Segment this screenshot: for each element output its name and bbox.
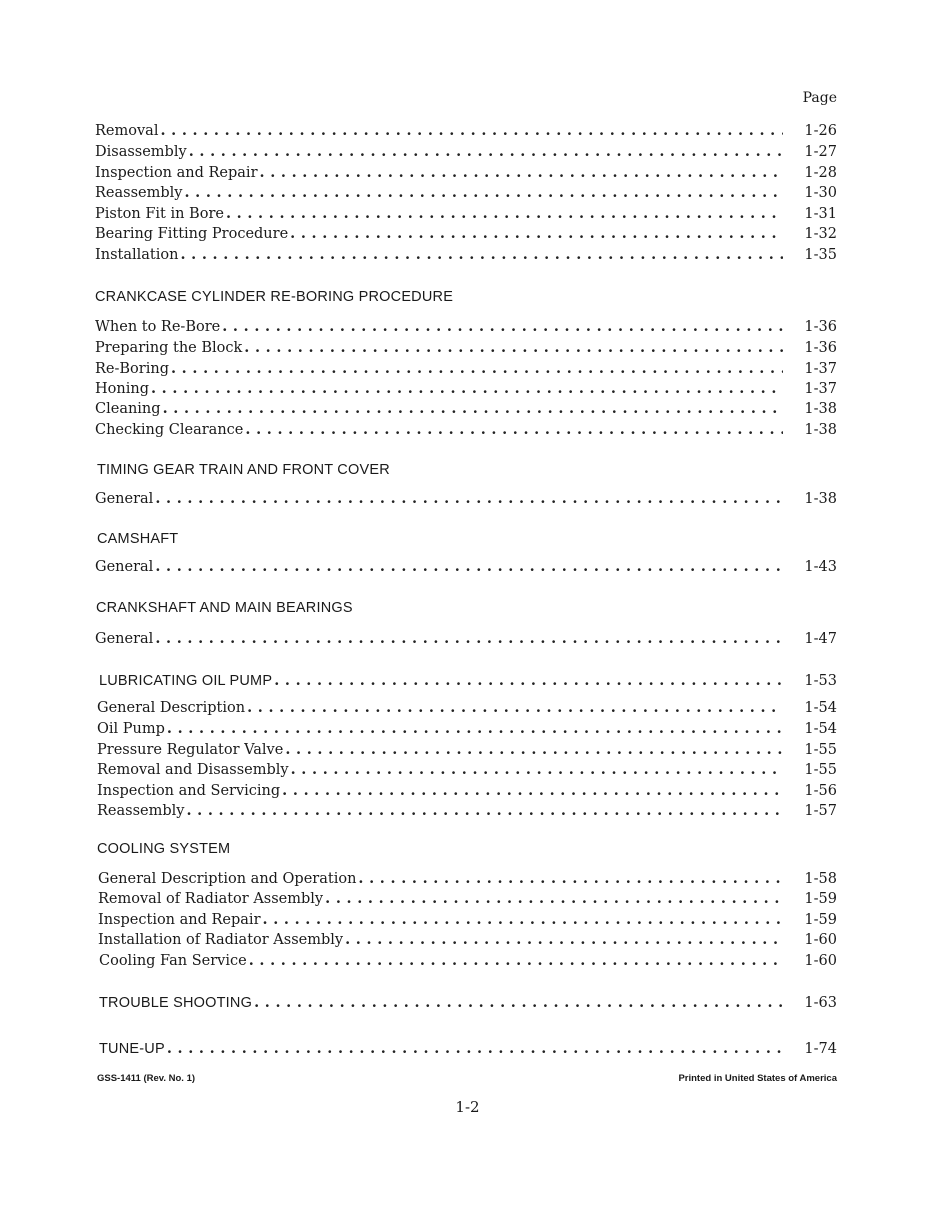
page-column-header: Page [802, 90, 837, 106]
dot-leader [285, 741, 783, 758]
toc-entry[interactable] [95, 205, 837, 225]
dot-leader [167, 1040, 783, 1057]
toc-entry[interactable] [95, 558, 837, 578]
toc-section-entry[interactable] [99, 994, 837, 1014]
dot-leader [345, 931, 783, 948]
entry-page: 1-30 [804, 185, 837, 201]
entry-page: 1-47 [804, 631, 837, 647]
entry-label: Bearing Fitting Procedure [95, 226, 289, 242]
dot-leader [160, 122, 783, 139]
entry-label: Re-Boring [95, 361, 169, 377]
toc-entry[interactable] [98, 890, 837, 910]
entry-label: General Description and Operation [98, 871, 357, 887]
dot-leader [291, 761, 783, 778]
entry-label: General [95, 491, 154, 507]
entry-page: 1-57 [804, 803, 837, 819]
dot-leader [249, 952, 783, 969]
printed-notice: Printed in United States of America [678, 1073, 837, 1084]
toc-entry[interactable] [95, 360, 837, 380]
entry-label: Removal [95, 123, 159, 139]
dot-leader [155, 558, 783, 575]
entry-label: Pressure Regulator Valve [97, 742, 284, 758]
entry-page: 1-38 [804, 401, 837, 417]
toc-entry[interactable] [98, 870, 837, 890]
toc-entry[interactable] [97, 720, 837, 740]
dot-leader [171, 360, 783, 377]
entry-page: 1-26 [804, 123, 837, 139]
entry-page: 1-28 [804, 165, 837, 181]
entry-label: General Description [97, 700, 246, 716]
toc-section-entry[interactable] [99, 1040, 837, 1060]
toc-entry[interactable] [95, 400, 837, 420]
toc-entry[interactable] [97, 782, 837, 802]
toc-entry[interactable] [97, 741, 837, 761]
toc-entry[interactable] [95, 225, 837, 245]
section-heading: TIMING GEAR TRAIN AND FRONT COVER [97, 462, 390, 478]
entry-page: 1-36 [804, 319, 837, 335]
dot-leader [325, 890, 783, 907]
entry-page: 1-59 [804, 891, 837, 907]
entry-page: 1-53 [804, 673, 837, 689]
entry-page: 1-60 [804, 932, 837, 948]
entry-label: Reassembly [95, 185, 183, 201]
dot-leader [274, 672, 783, 689]
toc-entry[interactable] [95, 630, 837, 650]
toc-entry[interactable] [95, 339, 837, 359]
toc-entry[interactable] [98, 911, 837, 931]
entry-label: Oil Pump [97, 721, 165, 737]
entry-page: 1-36 [804, 340, 837, 356]
entry-label: Cleaning [95, 401, 161, 417]
dot-leader [282, 782, 783, 799]
entry-label: LUBRICATING OIL PUMP [99, 673, 273, 689]
entry-page: 1-35 [804, 247, 837, 263]
entry-label: Reassembly [97, 803, 185, 819]
dot-leader [263, 911, 783, 928]
entry-label: Installation of Radiator Assembly [98, 932, 344, 948]
toc-entry[interactable] [95, 164, 837, 184]
entry-label: General [95, 631, 154, 647]
entry-label: Disassembly [95, 144, 187, 160]
toc-entry[interactable] [98, 931, 837, 951]
entry-label: TROUBLE SHOOTING [99, 995, 253, 1011]
entry-label: Cooling Fan Service [99, 953, 247, 969]
toc-entry[interactable] [95, 318, 837, 338]
toc-entry[interactable] [95, 490, 837, 510]
entry-page: 1-38 [804, 422, 837, 438]
entry-page: 1-43 [804, 559, 837, 575]
entry-label: Inspection and Servicing [97, 783, 281, 799]
toc-entry[interactable] [95, 246, 837, 266]
entry-page: 1-37 [804, 361, 837, 377]
entry-page: 1-74 [804, 1041, 837, 1057]
entry-label: TUNE-UP [99, 1041, 165, 1057]
entry-label: When to Re-Bore [95, 319, 221, 335]
entry-page: 1-55 [804, 762, 837, 778]
dot-leader [245, 421, 783, 438]
entry-page: 1-54 [804, 721, 837, 737]
section-heading: COOLING SYSTEM [97, 841, 231, 857]
entry-page: 1-58 [804, 871, 837, 887]
entry-label: Inspection and Repair [98, 912, 261, 928]
toc-entry[interactable] [95, 421, 837, 441]
dot-leader [184, 184, 783, 201]
entry-page: 1-56 [804, 783, 837, 799]
dot-leader [290, 225, 783, 242]
entry-label: Removal of Radiator Assembly [98, 891, 324, 907]
entry-label: Checking Clearance [95, 422, 244, 438]
dot-leader [247, 699, 783, 716]
entry-label: Removal and Disassembly [97, 762, 289, 778]
toc-entry[interactable] [97, 802, 837, 822]
entry-label: Piston Fit in Bore [95, 206, 224, 222]
dot-leader [226, 205, 783, 222]
entry-page: 1-37 [804, 381, 837, 397]
entry-label: Preparing the Block [95, 340, 243, 356]
dot-leader [155, 490, 783, 507]
entry-label: Honing [95, 381, 149, 397]
entry-page: 1-32 [804, 226, 837, 242]
toc-entry[interactable] [95, 122, 837, 142]
toc-entry[interactable] [97, 699, 837, 719]
entry-page: 1-55 [804, 742, 837, 758]
entry-page: 1-54 [804, 700, 837, 716]
toc-entry[interactable] [99, 952, 837, 972]
entry-page: 1-38 [804, 491, 837, 507]
dot-leader [189, 143, 783, 160]
entry-label: Inspection and Repair [95, 165, 258, 181]
toc-entry[interactable] [95, 143, 837, 163]
dot-leader [186, 802, 783, 819]
entry-page: 1-63 [804, 995, 837, 1011]
dot-leader [163, 400, 783, 417]
entry-page: 1-31 [804, 206, 837, 222]
dot-leader [254, 994, 783, 1011]
section-heading: CRANKCASE CYLINDER RE-BORING PROCEDURE [95, 289, 454, 305]
toc-entry[interactable] [95, 380, 837, 400]
dot-leader [358, 870, 783, 887]
toc-entry[interactable] [97, 761, 837, 781]
document-id: GSS-1411 (Rev. No. 1) [97, 1073, 196, 1084]
dot-leader [151, 380, 783, 397]
entry-page: 1-27 [804, 144, 837, 160]
section-heading: CRANKSHAFT AND MAIN BEARINGS [96, 600, 353, 616]
dot-leader [244, 339, 783, 356]
entry-label: Installation [95, 247, 179, 263]
entry-label: General [95, 559, 154, 575]
page-number: 1-2 [455, 1098, 480, 1116]
toc-entry[interactable] [95, 184, 837, 204]
dot-leader [260, 164, 783, 181]
dot-leader [155, 630, 783, 647]
entry-page: 1-60 [804, 953, 837, 969]
dot-leader [167, 720, 783, 737]
toc-section-entry[interactable] [99, 672, 837, 692]
section-heading: CAMSHAFT [97, 531, 179, 547]
dot-leader [180, 246, 783, 263]
dot-leader [222, 318, 783, 335]
entry-page: 1-59 [804, 912, 837, 928]
